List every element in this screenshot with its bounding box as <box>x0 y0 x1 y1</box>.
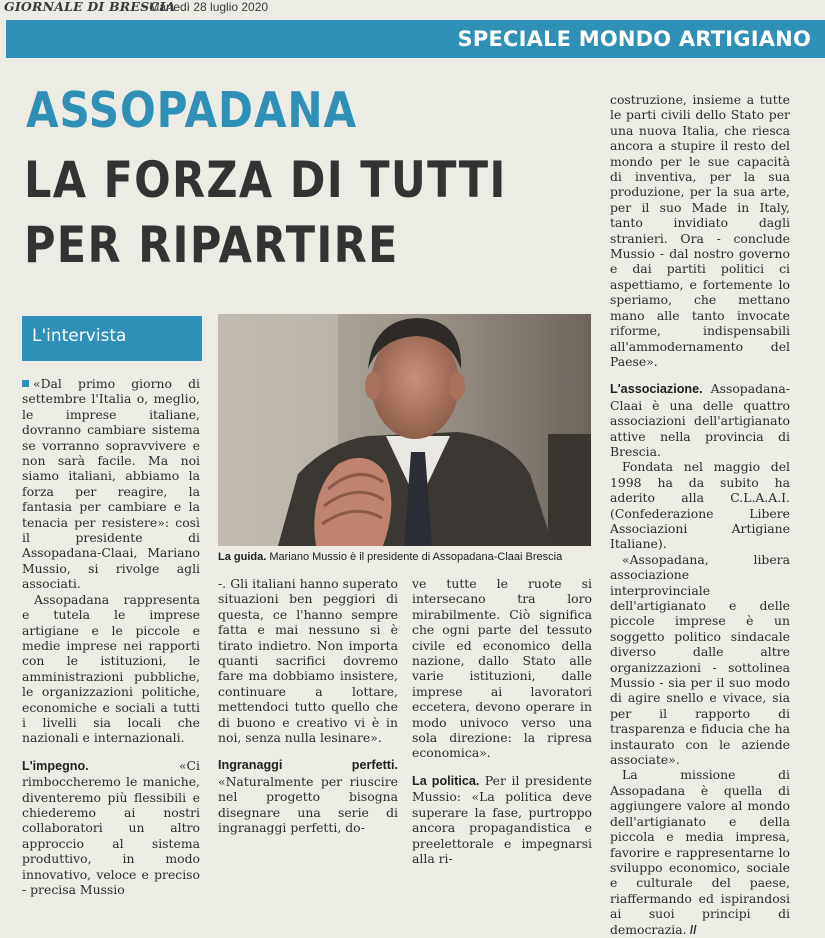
section-band <box>6 20 825 58</box>
subhead-associazione: L'associazione. <box>610 382 703 397</box>
caption-lead: La guida. <box>218 551 267 563</box>
paragraph <box>412 773 592 866</box>
kicker-label: L'intervista <box>32 326 127 346</box>
article-column-1 <box>22 376 200 897</box>
paragraph: -. Gli italiani hanno superato situazioni ben peggiori di questa, ce l'hanno sempre fatta e mai nessuno si è tirato indietro. Non importa quanti sacrifici dovremo fare ma dobbiamo insistere, continuare a lottare, mettendoci tutto quello che di buono e creativo vi è in noi, senza nulla lesinare». <box>218 576 398 746</box>
paragraph: «Assopadana, libera associazione interprovinciale dell'artigianato e delle piccole imprese è un soggetto politico sindacale diverso dalle altre organizzazioni - sottolinea Mussio - sia per il suo modo di agire snello e vivace, sia per il rapporto di trasparenza e fiducia che ha instaurato con le aziende associate». <box>610 551 790 768</box>
headline-line-1: ASSOPADANA <box>26 82 357 139</box>
paragraph-text: «Dal primo giorno di settembre l'Italia o, meglio, le imprese italiane, dovranno cambiare sistema se vorranno sopravvivere e non sarà facile. Ma noi siamo italiani, abbiamo la forza per reagire, la fantasia per cambiare e la tenacia per resistere»: così il presidente di Assopadana-Claai, Mariano Mussio, si rivolge agli associati. <box>22 376 200 592</box>
headline-line-2: LA FORZA DI TUTTI <box>24 151 507 209</box>
paragraph <box>610 381 790 459</box>
portrait-photo <box>218 314 591 546</box>
bullet-square-icon <box>22 380 29 387</box>
paragraph-text: Assopadana-Claai è una delle quattro associazioni dell'artigianato attive nella provincia di Brescia. <box>610 381 790 459</box>
paragraph <box>610 767 790 937</box>
article-column-3 <box>412 576 592 866</box>
subhead-politica: La politica. <box>412 773 480 788</box>
subhead-impegno: L'impegno. <box>22 758 89 773</box>
subhead-ingranaggi: Ingranaggi perfetti. <box>218 758 398 773</box>
paragraph-text: «Naturalmente per riuscire nel progetto bisogna disegnare una serie di ingranaggi perfetti, do- <box>218 773 398 836</box>
article-column-4 <box>610 92 790 938</box>
paragraph-text: La missione di Assopadana è quella di aggiungere valore al mondo dell'artigianato e della piccola e media impresa, favorire e rappresentarne lo sviluppo economico, sociale e culturale del paese, riaffermando ed ispirandosi ai suoi principi di democrazia. <box>610 767 790 937</box>
paragraph <box>218 757 398 835</box>
headline-line-3: PER RIPARTIRE <box>24 216 399 274</box>
paragraph: Fondata nel maggio del 1998 ha da subito ha aderito alla C.L.A.A.I. (Confederazione Libere Associazioni Artigiane Italiane). <box>610 459 790 552</box>
newspaper-name: GIORNALE DI BRESCIA <box>4 0 176 14</box>
paragraph: costruzione, insieme a tutte le parti civili dello Stato per una nuova Italia, che riesca ancora a stupire il resto del mondo per le sue capacità di inventiva, per la sua produzione, per la sua arte, per il suo Made in Italy, tanto invidiato dagli stranieri. Ora - conclude Mussio - dal nostro governo e dai partiti politici ci aspettiamo, e fortemente lo speriamo, che mettano mano alle tanto invocate riforme, indispensabili all'ammodernamento del Paese». <box>610 92 790 369</box>
paragraph <box>22 758 200 898</box>
page-header <box>0 0 825 18</box>
photo-caption <box>218 551 598 563</box>
end-mark: // <box>686 922 697 937</box>
paragraph: Assopadana rappresenta e tutela le imprese artigiane e le piccole e medie imprese nei rapporti con le istituzioni, le amministrazioni pubbliche, le organizzazioni politiche, economiche e sociali a tutti i livelli sia locali che nazionali e internazionali. <box>22 591 200 746</box>
article-column-2 <box>218 576 398 836</box>
issue-date: · Martedì 28 luglio 2020 <box>142 0 269 14</box>
caption-text: Mariano Mussio è il presidente di Assopadana-Claai Brescia <box>266 551 563 563</box>
paragraph-text: Per il presidente Mussio: «La politica deve superare la fase, purtroppo ancora propagandistica e preelettorale e impegnarsi alla ri- <box>412 772 592 866</box>
section-title: SPECIALE MONDO ARTIGIANO <box>457 27 811 51</box>
portrait-image <box>218 314 591 546</box>
kicker-box <box>22 316 202 361</box>
paragraph: ve tutte le ruote si intersecano tra loro mirabilmente. Ciò significa che ogni parte del tessuto civile ed economico della nazione, dallo Stato alle varie istituzioni, dalle imprese ai lavoratori eccetera, devono operare in modo univoco verso una sola direzione: la ripresa economica». <box>412 576 592 761</box>
paragraph <box>22 376 200 592</box>
paragraph-text: «Ci rimboccheremo le maniche, diventeremo più flessibili e chiederemo ai nostri collaboratori un altro approccio al sistema produttivo, in modo innovativo, veloce e preciso - precisa Mussio <box>22 757 200 897</box>
